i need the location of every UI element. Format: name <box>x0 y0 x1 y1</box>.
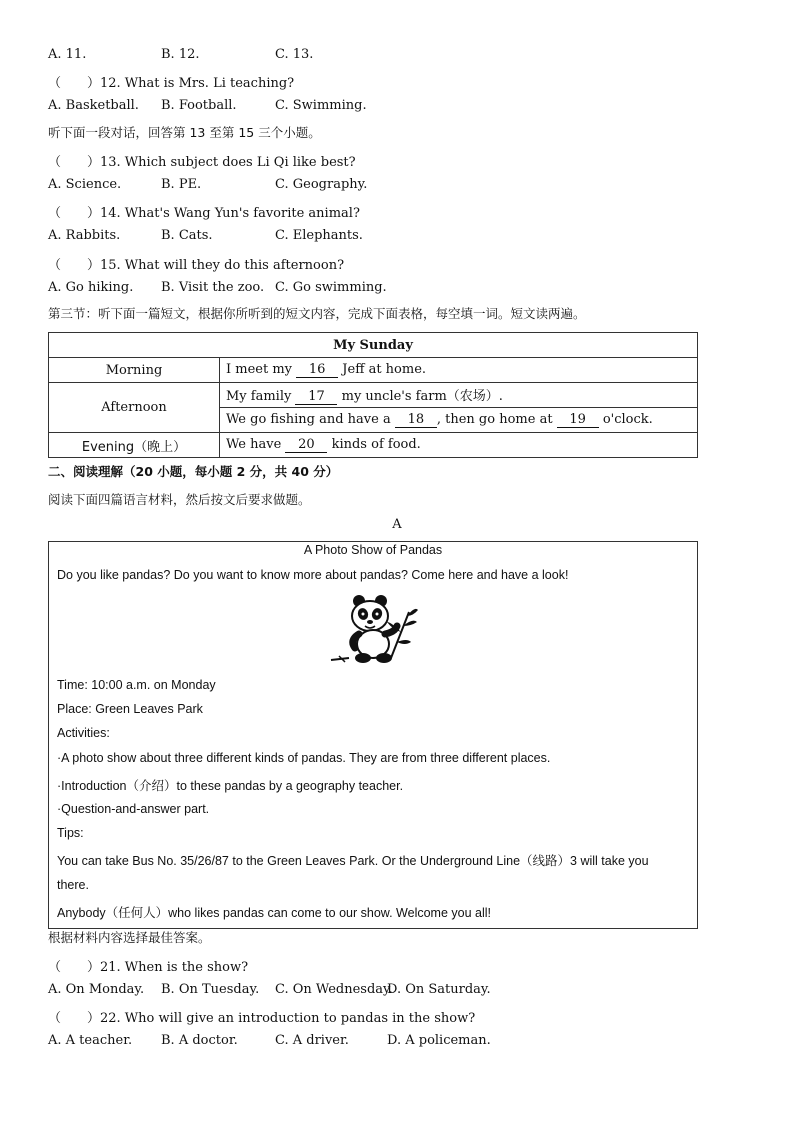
activity-1: ·A photo show about three different kinds of pandas. They are from three different places. <box>57 751 551 765</box>
q11-option-c: C. 13. <box>275 47 314 62</box>
evening-label: Evening（晚上） <box>49 433 220 458</box>
blank-17: 17 <box>295 389 337 405</box>
my-sunday-table <box>48 332 698 458</box>
passage-intro: Do you like pandas? Do you want to know more about pandas? Come here and have a look! <box>57 568 569 582</box>
blank-19: 19 <box>557 412 599 428</box>
morning-text-post: Jeff at home. <box>342 362 427 377</box>
part2-heading: 二、阅读理解（20 小题，每小题 2 分，共 40 分） <box>48 464 339 479</box>
morning-label: Morning <box>49 358 220 383</box>
q21-stem: （ ）21. When is the show? <box>48 960 249 975</box>
q12-option-c: C. Swimming. <box>275 98 367 113</box>
passage-a-box <box>48 541 698 929</box>
activities-label: Activities: <box>57 726 110 740</box>
afternoon1-text-post: my uncle's farm（农场）. <box>341 389 503 404</box>
morning-text-pre: I meet my <box>226 362 293 377</box>
q22-option-d: D. A policeman. <box>387 1033 491 1048</box>
q11-option-a: A. 11. <box>48 47 87 62</box>
q21-option-c: C. On Wednesday. <box>275 982 393 997</box>
panda-illustration <box>329 592 419 666</box>
q14-option-a: A. Rabbits. <box>48 228 121 243</box>
q22-stem: （ ）22. Who will give an introduction to pandas in the show? <box>48 1011 476 1026</box>
evening-row <box>220 433 698 458</box>
afternoon2-text-post: o'clock. <box>602 412 653 427</box>
q15-option-b: B. Visit the zoo. <box>161 280 265 295</box>
q15-stem: （ ）15. What will they do this afternoon? <box>48 258 345 273</box>
passage-closing: Anybody（任何人）who likes pandas can come to our show. Welcome you all! <box>57 906 491 920</box>
afternoon-label: Afternoon <box>49 383 220 433</box>
afternoon2-text-mid: , then go home at <box>436 412 553 427</box>
q15-option-a: A. Go hiking. <box>48 280 134 295</box>
afternoon-row-2 <box>220 408 698 433</box>
blank-16: 16 <box>296 362 338 378</box>
passage-place: Place: Green Leaves Park <box>57 702 203 716</box>
q12-stem: （ ）12. What is Mrs. Li teaching? <box>48 76 295 91</box>
q13-option-b: B. PE. <box>161 177 202 192</box>
section3-instruction: 第三节：听下面一篇短文，根据你所听到的短文内容，完成下面表格，每空填一词。短文读两遍。 <box>48 306 586 321</box>
q13-stem: （ ）13. Which subject does Li Qi like best? <box>48 155 356 170</box>
q13-option-c: C. Geography. <box>275 177 368 192</box>
afternoon1-text-pre: My family <box>226 389 292 404</box>
q22-option-c: C. A driver. <box>275 1033 349 1048</box>
q11-options <box>0 47 794 65</box>
q22-option-a: A. A teacher. <box>48 1033 133 1048</box>
q21-option-a: A. On Monday. <box>48 982 145 997</box>
afternoon2-text-pre: We go fishing and have a <box>226 412 391 427</box>
choose-instruction: 根据材料内容选择最佳答案。 <box>48 930 211 945</box>
tip-1-continued: there. <box>57 878 89 892</box>
tips-label: Tips: <box>57 826 84 840</box>
q11-option-b: B. 12. <box>161 47 200 62</box>
activity-3: ·Question-and-answer part. <box>57 802 210 816</box>
q14-stem: （ ）14. What's Wang Yun's favorite animal? <box>48 206 360 221</box>
q13-option-a: A. Science. <box>48 177 122 192</box>
activity-2: ·Introduction（介绍）to these pandas by a geography teacher. <box>57 779 404 793</box>
passage-letter: A <box>392 517 402 532</box>
q15-option-c: C. Go swimming. <box>275 280 387 295</box>
blank-20: 20 <box>285 437 327 453</box>
q12-option-b: B. Football. <box>161 98 237 113</box>
dialog-instruction: 听下面一段对话，回答第 13 至第 15 三个小题。 <box>48 125 321 140</box>
morning-row <box>220 358 698 383</box>
q21-option-b: B. On Tuesday. <box>161 982 260 997</box>
blank-18: 18 <box>395 412 437 428</box>
evening-text-post: kinds of food. <box>331 437 421 452</box>
passage-title: A Photo Show of Pandas <box>303 543 443 557</box>
q12-option-a: A. Basketball. <box>48 98 139 113</box>
afternoon-row-1 <box>220 383 698 408</box>
q22-option-b: B. A doctor. <box>161 1033 238 1048</box>
table-title: My Sunday <box>49 333 698 358</box>
evening-text-pre: We have <box>226 437 282 452</box>
passage-time: Time: 10:00 a.m. on Monday <box>57 678 216 692</box>
q21-option-d: D. On Saturday. <box>387 982 491 997</box>
tip-1: You can take Bus No. 35/26/87 to the Green Leaves Park. Or the Underground Line（线路）3 will take you <box>57 854 649 868</box>
q14-option-c: C. Elephants. <box>275 228 363 243</box>
part2-instruction: 阅读下面四篇语言材料，然后按文后要求做题。 <box>48 492 311 507</box>
q14-option-b: B. Cats. <box>161 228 213 243</box>
